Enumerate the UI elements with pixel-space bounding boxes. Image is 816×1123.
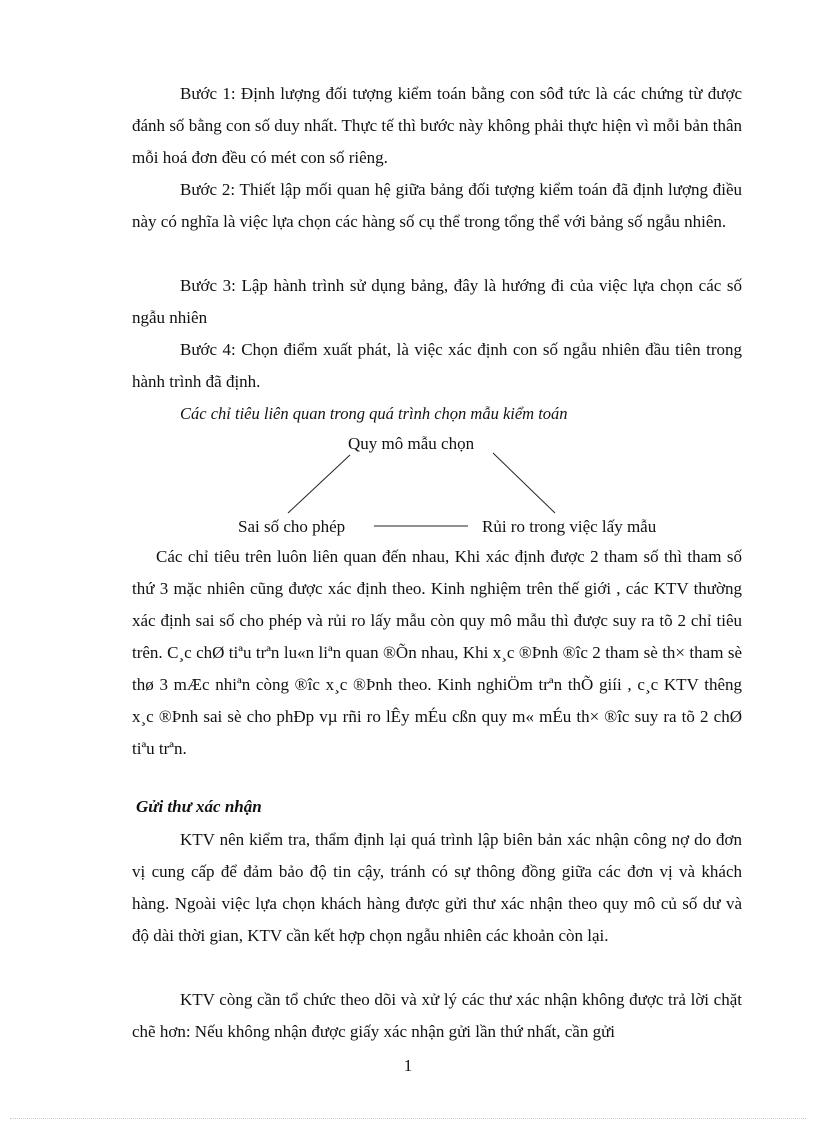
paragraph-indicators: Các chỉ tiêu trên luôn liên quan đến nhau, Khi xác định được 2 tham số thì tham số thứ 3 mặc nhiên cũng được xác định theo. Kinh nghiệm trên thế giới , các KTV thường xác định sai số cho phép và rủi ro lấy mẫu còn quy mô mẫu thì được suy ra tõ 2 chỉ tiêu trên. C¸c chØ tiªu trªn lu«n liªn quan ®Õn nhau, Khi x¸c ®Þnh ®îc 2 tham sè th× tham sè thø 3 mÆc nhiªn còng ®îc x¸c ®Þnh theo. Kinh nghiÖm trªn thÕ giíi , c¸c KTV thêng x¸c ®Þnh sai sè cho phÐp vµ rñi ro lÊy mÉu cßn quy m« mÉu th× ®îc suy ra tõ 2 chØ tiªu trªn. [132,547,742,758]
page-bottom-rule [10,1118,806,1119]
diagram-line-left [288,455,350,513]
page-number: 1 [403,1056,413,1075]
diagram-node-tolerable-error: Sai số cho phép [238,517,346,536]
diagram-node-sample-size: Quy mô mẫu chọn [348,434,475,453]
diagram-caption: Các chỉ tiêu liên quan trong quá trình chọn mẫu kiểm toán [180,404,568,423]
paragraph-confirmation-2: KTV còng cần tổ chức theo dõi và xử lý các thư xác nhận không được trả lời chặt chẽ hơn: Nếu không nhận được giấy xác nhận gửi lần thứ nhất, cần gửi [132,990,742,1041]
paragraph-confirmation-1: KTV nên kiểm tra, thẩm định lại quá trình lập biên bản xác nhận công nợ do đơn vị cung cấp để đảm bảo độ tin cậy, tránh có sự thông đồng giữa các đơn vị và khách hàng. Ngoài việc lựa chọn khách hàng được gửi thư xác nhận theo quy mô củ số dư và độ dài thời gian, KTV cần kết hợp chọn ngẫu nhiên các khoản còn lại. [132,830,742,945]
diagram-line-right [493,453,555,513]
paragraph-step-4: Bước 4: Chọn điểm xuất phát, là việc xác định con số ngẫu nhiên đầu tiên trong hành trình đã định. [132,340,742,391]
paragraph-step-1: Bước 1: Định lượng đối tượng kiểm toán bằng con sôđ tức là các chứng từ được đánh số bằng con số duy nhất. Thực tế thì bước này không phải thực hiện vì mỗi bản thân mỗi hoá đơn đều có mét con số riêng. [132,84,742,167]
paragraph-step-2: Bước 2: Thiết lập mối quan hệ giữa bảng đối tượng kiểm toán đã định lượng điều này có nghĩa là việc lựa chọn các hàng số cụ thể trong tổng thể với bảng số ngẫu nhiên. [132,180,742,231]
diagram-node-sampling-risk: Rủi ro trong việc lấy mẫu [482,517,657,536]
section-heading: Gửi thư xác nhận [136,797,262,816]
paragraph-step-3: Bước 3: Lập hành trình sử dụng bảng, đây là hướng đi của việc lựa chọn các số ngẫu nhiên [132,276,742,327]
